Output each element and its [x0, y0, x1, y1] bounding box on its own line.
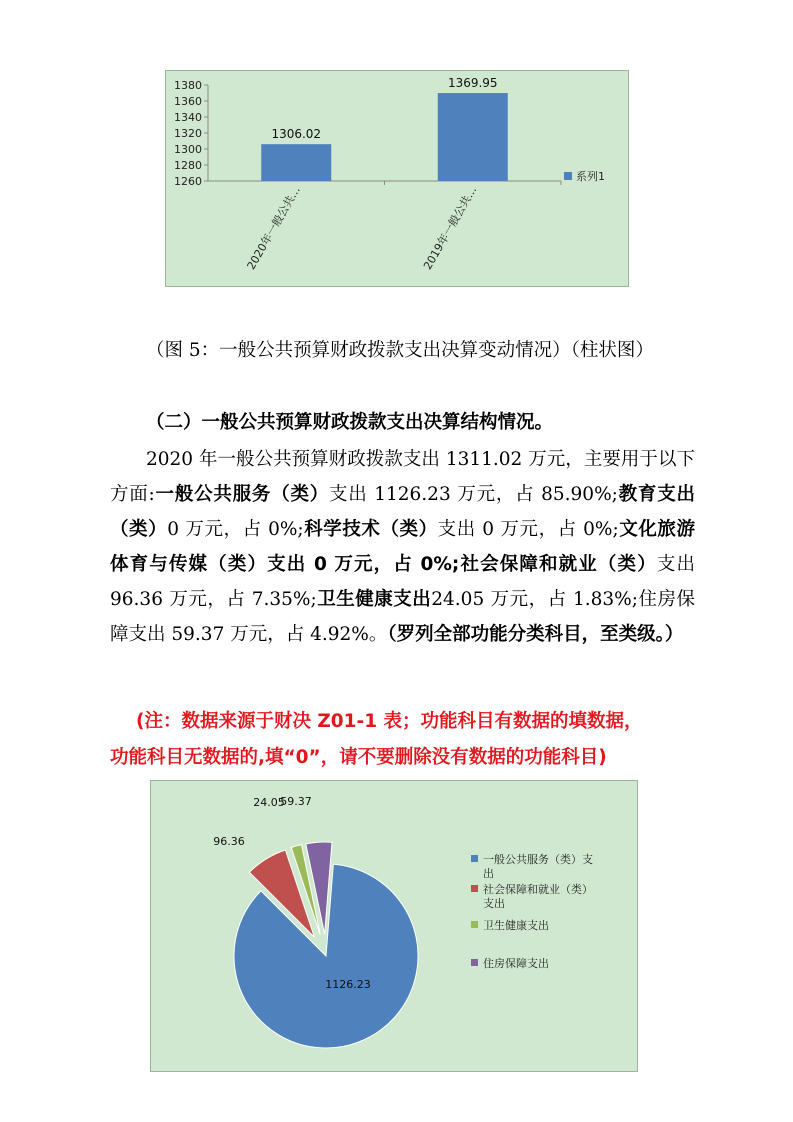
- y-tick-label: 1300: [174, 143, 202, 156]
- legend-label-continued: 支出: [483, 897, 505, 910]
- legend-swatch: [471, 921, 478, 928]
- body-bold-2: 教育支出（类）: [110, 484, 695, 540]
- bar: [261, 144, 331, 181]
- body-text-4: 支出 0 万元，占 0%;: [437, 519, 619, 540]
- section-heading: （二）一般公共预算财政拨款支出决算结构情况。: [146, 412, 554, 433]
- note-line-1: (注：数据来源于财决 Z01-1 表；功能科目有数据的填数据，: [136, 711, 643, 732]
- bar-chart-area: [165, 70, 629, 287]
- red-note: [110, 704, 695, 776]
- legend-swatch: [471, 885, 478, 892]
- body-bold-1: 一般公共服务（类）: [154, 484, 330, 505]
- legend-swatch: [471, 855, 478, 862]
- pie-value-label: 1126.23: [325, 978, 371, 991]
- body-text-1: 2020 年一般公共预算财政拨款支出 1311.02 万元，主要用于以下方面:: [110, 449, 695, 505]
- y-tick-label: 1360: [174, 95, 202, 108]
- body-bold-5: 卫生健康支出: [316, 589, 432, 610]
- legend-swatch: [564, 172, 572, 180]
- legend-label: 一般公共服务（类）支: [483, 853, 593, 866]
- legend-label: 系列1: [576, 170, 605, 183]
- legend-label: 卫生健康支出: [483, 919, 549, 932]
- body-bold-6: （罗列全部功能分类科目，至类级。）: [387, 624, 684, 645]
- body-text-5: 支出 96.36 万元，占 7.35%;: [110, 554, 695, 610]
- y-tick-label: 1280: [174, 159, 202, 172]
- body-text-3: 0 万元，占 0%;: [167, 519, 304, 540]
- body-bold-3: 科学技术（类）: [303, 519, 438, 540]
- pie-chart: [151, 781, 637, 1071]
- legend-label-continued: 出: [483, 867, 494, 880]
- legend-label: 社会保障和就业（类）: [483, 883, 593, 896]
- y-tick-label: 1260: [174, 175, 202, 188]
- y-tick-label: 1340: [174, 111, 202, 124]
- body-bold-4: 文化旅游体育与传媒（类）支出 0 万元，占 0%;社会保障和就业（类）: [110, 519, 695, 575]
- pie-value-label: 96.36: [213, 835, 245, 848]
- legend-swatch: [471, 959, 478, 966]
- body-text-6: 24.05 万元，占 1.83%;住房保障支出 59.37 万元，占 4.92%。: [110, 589, 695, 645]
- pie-value-label: 24.05: [253, 796, 285, 809]
- y-tick-label: 1380: [174, 79, 202, 92]
- bar-value-label: 1369.95: [447, 76, 498, 91]
- legend-label: 住房保障支出: [483, 957, 549, 970]
- body-paragraph: [110, 442, 695, 652]
- y-tick-label: 1320: [174, 127, 202, 140]
- x-tick-label: 2020年一般公共…: [244, 184, 303, 272]
- x-tick-label: 2019年一般公共…: [421, 184, 480, 272]
- bar-value-label: 1306.02: [271, 127, 322, 142]
- note-line-2: 功能科目无数据的,填“0”，请不要删除没有数据的功能科目): [110, 747, 607, 768]
- figure-caption: （图 5：一般公共预算财政拨款支出决算变动情况）（柱状图）: [146, 340, 654, 361]
- bar-chart: [166, 71, 628, 286]
- pie-value-label: 59.37: [280, 795, 312, 808]
- bar: [438, 93, 508, 181]
- pie-chart-area: [150, 780, 638, 1072]
- body-text-2: 支出 1126.23 万元，占 85.90%;: [329, 484, 618, 505]
